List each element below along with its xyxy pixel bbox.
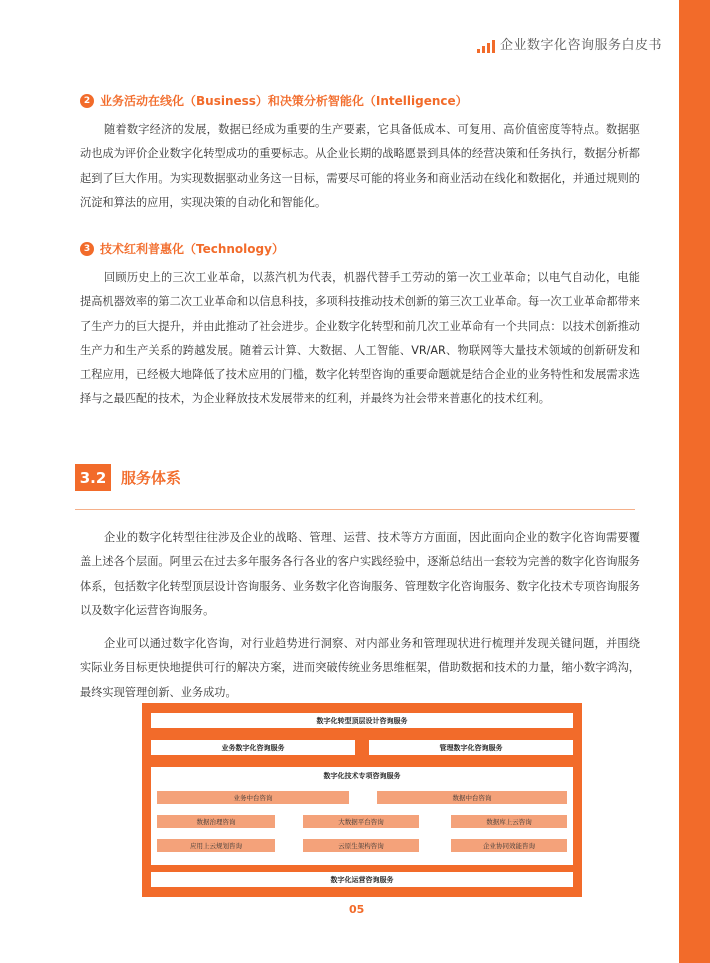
document-title: 企业数字化咨询服务白皮书 [499,38,662,53]
diagram-chip: 企业协同效能咨询 [451,839,567,852]
section-paragraph: 回顾历史上的三次工业革命，以蒸汽机为代表，机器代替手工劳动的第一次工业革命；以电气自动化，电能提高机器效率的第二次工业革命和以信息科技，多项科技推动技术创新的第三次工业革命。每一次工业革命都带来了生产力的巨大提升，并由此推动了社会进步。企业数字化转型和前几次工业革命有一个共同点：以技术创新推动生产力和生产关系的跨越发展。随着云计算、大数据、人工智能、VR/AR、物联网等大量技术领域的创新研发和工程应用，已经极大地降低了技术应用的门槛，数字化转型咨询的重要命题就是结合企业的业务特性和发展需求选择与之最匹配的技术，为企业释放技术发展带来的红利，并最终为社会带来普惠化的技术红利。 [80,271,640,406]
page-number: 05 [349,903,365,916]
section-number-badge: 2 [80,94,94,108]
section-heading-technology [80,240,284,257]
section-paragraph: 随着数字经济的发展，数据已经成为重要的生产要素，它具备低成本、可复用、高价值密度等特点。数据驱动也成为评价企业数字化转型成功的重要标志。从企业长期的战略愿景到具体的经营决策和任务执行，数据分析都起到了巨大作用。为实现数据驱动业务这一目标，需要尽可能的将业务和商业活动在线化和数据化，并通过规则的沉淀和算法的应用，实现决策的自动化和智能化。 [80,123,640,209]
section-number-badge: 3 [80,242,94,256]
section-title: 业务活动在线化（Business）和决策分析智能化（Intelligence） [100,94,468,108]
diagram-chip: 应用上云规划咨询 [157,839,275,852]
diagram-box-business: 业务数字化咨询服务 [151,740,355,755]
diagram-tech-panel [151,767,573,865]
bar-chart-icon [477,40,495,53]
diagram-chip: 云原生架构咨询 [303,839,419,852]
diagram-chip: 业务中台咨询 [157,791,349,804]
chapter-paragraph: 企业可以通过数字化咨询，对行业趋势进行洞察、对内部业务和管理现状进行梳理并发现关键问题，并围绕实际业务目标更快地提供可行的解决方案，进而突破传统业务思维框架，借助数据和技术的力量，缩小数字鸿沟，最终实现管理创新、业务成功。 [80,637,640,699]
diagram-box-operations: 数字化运营咨询服务 [151,872,573,887]
chapter-title: 服务体系 [121,469,182,487]
chapter-paragraph: 企业的数字化转型往往涉及企业的战略、管理、运营、技术等方方面面，因此面向企业的数字化咨询需要覆盖上述各个层面。阿里云在过去多年服务各行各业的客户实践经验中，逐渐总结出一套较为完善的数字化咨询服务体系，包括数字化转型顶层设计咨询服务、业务数字化咨询服务、管理数字化咨询服务、数字化技术专项咨询服务以及数字化运营咨询服务。 [80,531,640,617]
chapter-number: 3.2 [75,464,111,491]
diagram-box-management: 管理数字化咨询服务 [369,740,573,755]
chapter-divider [75,509,635,510]
diagram-panel-title: 数字化技术专项咨询服务 [323,772,401,780]
chapter-heading [75,464,181,491]
diagram-chip: 数据治理咨询 [157,815,275,828]
diagram-chip: 数据库上云咨询 [451,815,567,828]
diagram-chip: 大数据平台咨询 [303,815,419,828]
section-title: 技术红利普惠化（Technology） [100,242,284,256]
page-header [477,38,662,53]
diagram-box-top-design: 数字化转型顶层设计咨询服务 [151,713,573,728]
right-edge-bar [679,0,710,963]
service-system-diagram [142,703,582,897]
diagram-chip: 数据中台咨询 [377,791,567,804]
section-heading-business [80,92,468,109]
